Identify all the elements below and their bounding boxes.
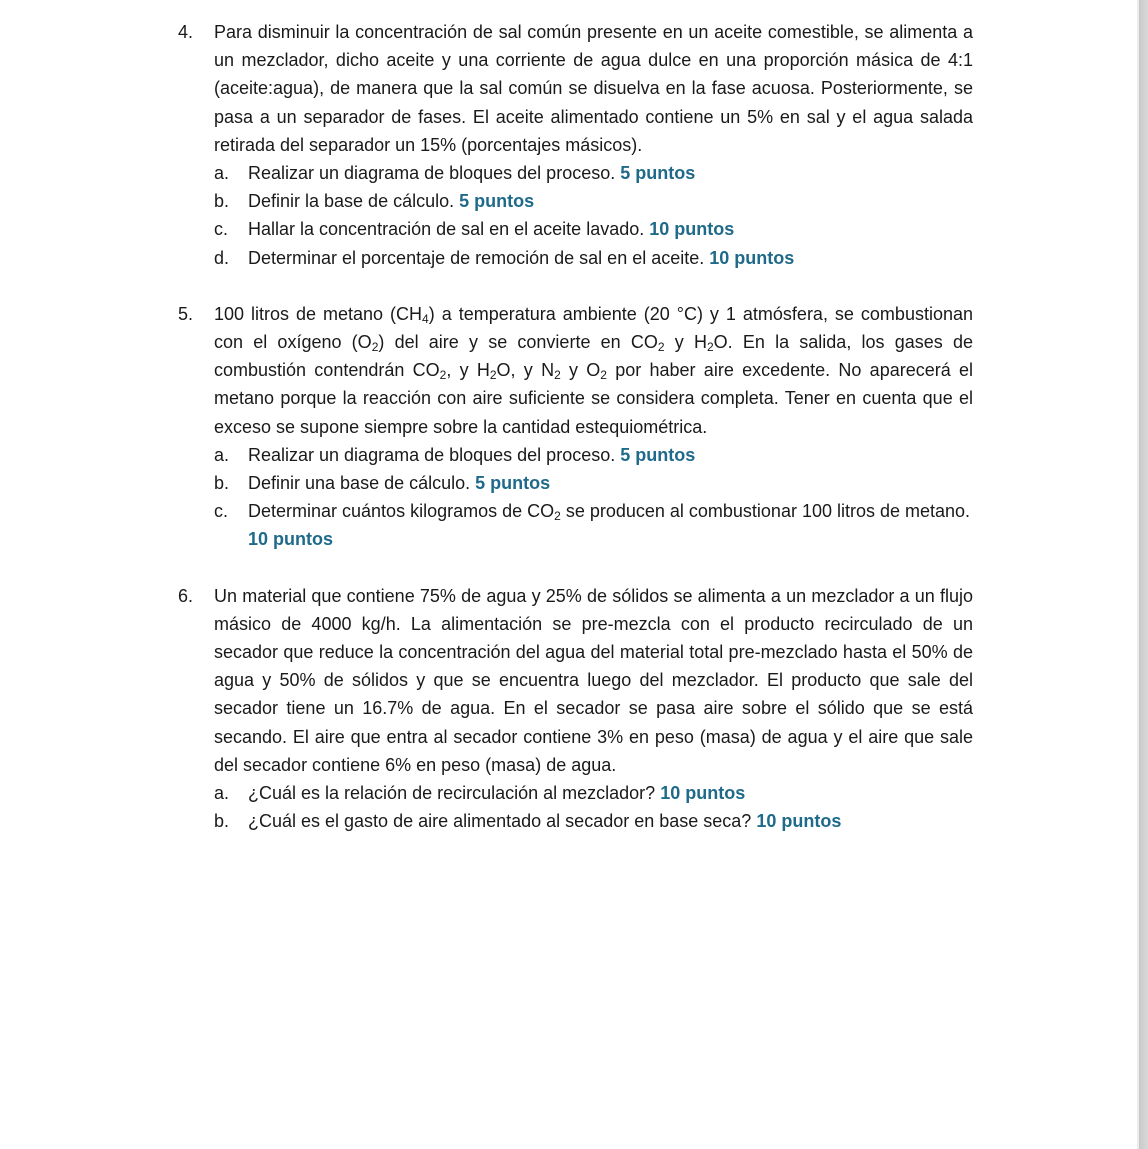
subscript: 2	[657, 340, 665, 355]
question-item	[214, 187, 973, 215]
points-label: 10 puntos	[248, 529, 334, 550]
item-text: Definir una base de cálculo.	[248, 473, 471, 494]
question-5	[178, 300, 973, 554]
subscript: 2	[439, 368, 447, 383]
text-run: O. En la salida, los gases de combustión contendrán CO	[214, 332, 973, 381]
question-number: 4.	[178, 22, 194, 42]
points-label: 5 puntos	[620, 163, 696, 184]
question-number: 5.	[178, 303, 194, 324]
subscript: 2	[489, 368, 497, 383]
points-label: 10 puntos	[660, 783, 746, 804]
subscript: 2	[554, 368, 561, 383]
text-run: por haber aire excedente. No aparecerá el metano porque la reacción con aire suficiente se considera completa. Tener en cuenta que el exceso se supone siempre sobre la cantidad estequiométrica.	[214, 360, 973, 437]
item-letter: c.	[214, 501, 229, 522]
item-letter: b.	[214, 473, 230, 494]
subscript: 2	[554, 509, 561, 524]
item-letter: a.	[214, 444, 230, 465]
item-text: ¿Cuál es el gasto de aire alimentado al secador en base seca?	[248, 811, 752, 832]
item-text: Realizar un diagrama de bloques del proceso.	[248, 163, 616, 184]
item-text: ¿Cuál es la relación de recirculación al mezclador?	[248, 783, 656, 804]
item-text: se producen al combustionar 100 litros de metano.	[560, 501, 971, 522]
question-item	[214, 779, 973, 807]
text-run: 100 litros de metano (CH	[214, 303, 423, 324]
points-label: 10 puntos	[756, 811, 842, 832]
text-run: , y H	[446, 360, 490, 381]
question-item	[214, 159, 973, 187]
question-item	[214, 469, 973, 497]
question-item	[214, 441, 973, 469]
text-run: O, y N	[496, 360, 555, 381]
text-run: ) a temperatura ambiente (20 °C) y 1 atmósfera, se combustionan con el oxígeno (O	[214, 303, 973, 353]
text-run: ) del aire y se convierte en CO	[378, 332, 658, 353]
item-text: Realizar un diagrama de bloques del proceso.	[248, 444, 616, 465]
subscript: 2	[600, 368, 607, 383]
item-text: Definir la base de cálculo.	[248, 191, 455, 212]
question-item	[214, 215, 973, 243]
points-label: 5 puntos	[620, 444, 696, 465]
text-run: y O	[560, 360, 601, 381]
item-letter: c.	[214, 219, 229, 240]
text-run: y H	[664, 332, 707, 353]
item-letter: b.	[214, 811, 230, 832]
question-item	[214, 497, 973, 553]
points-label: 5 puntos	[475, 473, 551, 494]
question-item	[214, 807, 973, 835]
question-text: Un material que contiene 75% de agua y 25% de sólidos se alimenta a un mezclador a un flujo másico de 4000 kg/h. La alimentación se pre-mezcla con el producto recirculado de un secador que reduce la concentración del agua del material total pre-mezclado hasta el 50% de agua y 50% de sólidos y que se encuentra luego del mezclador. El producto que sale del secador tiene un 16.7% de agua. En el secador se pasa aire sobre el sólido que se está secando. El aire que entra al secador contiene 3% en peso (masa) de agua y el aire que sale del secador contiene 6% en peso (masa) de agua.	[214, 585, 973, 775]
subscript: 2	[371, 340, 379, 355]
item-letter: d.	[214, 247, 230, 268]
document-content	[178, 18, 973, 835]
points-label: 10 puntos	[649, 219, 735, 240]
page-gutter	[1139, 0, 1148, 1149]
item-letter: b.	[214, 191, 230, 212]
question-text	[214, 300, 973, 441]
question-item	[214, 244, 973, 272]
item-text: Determinar el porcentaje de remoción de sal en el aceite.	[248, 247, 705, 268]
points-label: 5 puntos	[459, 191, 535, 212]
item-letter: a.	[214, 163, 230, 184]
item-text: Hallar la concentración de sal en el aceite lavado.	[248, 219, 645, 240]
question-6	[178, 582, 973, 836]
subscript: 2	[706, 340, 714, 355]
item-letter: a.	[214, 783, 230, 804]
question-text: Para disminuir la concentración de sal común presente en un aceite comestible, se alimenta a un mezclador, dicho aceite y una corriente de agua dulce en una proporción másica de 4:1 (aceite:agua), de manera que la sal común se disuelva en la fase acuosa. Posteriormente, se pasa a un separador de fases. El aceite alimentado contiene un 5% en sal y el agua salada retirada del separador un 15% (porcentajes másicos).	[214, 22, 973, 155]
points-label: 10 puntos	[709, 247, 795, 268]
subscript: 4	[422, 311, 429, 326]
question-number: 6.	[178, 585, 194, 606]
question-4	[178, 18, 973, 272]
item-text: Determinar cuántos kilogramos de CO	[248, 501, 555, 522]
